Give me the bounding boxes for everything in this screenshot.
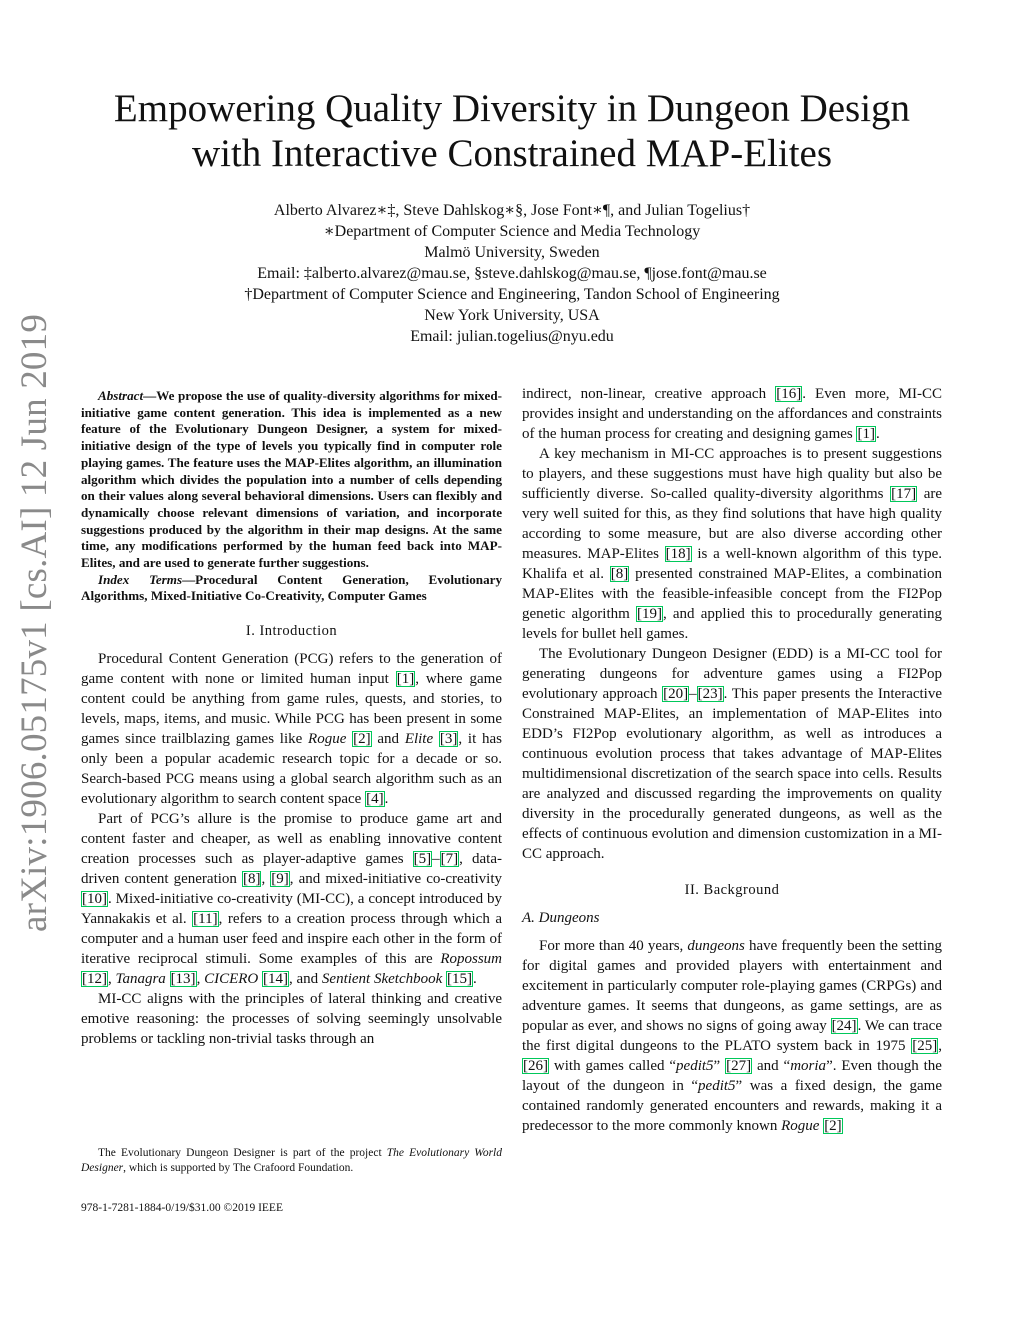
author-names: Alberto Alvarez∗‡, Steve Dahlskog∗§, Jose Font∗¶, and Julian Togelius†	[273, 202, 751, 219]
intro-paragraph-4: A key mechanism in MI-CC approaches is to present suggestions to players, and these suggestions must have high quality but also be sufficiently diverse. So-called quality-diversity algorithms [17] are very well suited for this, as they find solutions that have high quality according to some measure, but are also diverse according other measures. MAP-Elites [18] is a well-known algorithm of this type. Khalifa et al. [8] presented constrained MAP-Elites, a combination MAP-Elites with the feasible-infeasible concept from the FI2Pop genetic algorithm [19], and applied this to procedurally generating levels for bullet hell games.	[522, 446, 943, 642]
title-line-1: Empowering Quality Diversity in Dungeon Design	[113, 87, 911, 130]
citation-link[interactable]: [27]	[726, 1058, 752, 1074]
citation-link[interactable]: [25]	[912, 1038, 938, 1054]
affiliation-2: †Department of Computer Science and Engineering, Tandon School of Engineering	[244, 286, 780, 303]
citation-link[interactable]: [8]	[242, 871, 261, 888]
arxiv-identifier: arXiv:1906.05175v1 [cs.AI] 12 Jun 2019	[14, 313, 55, 932]
abstract	[81, 388, 502, 572]
index-terms-label: Index Terms	[98, 571, 183, 587]
citation-link[interactable]: [20]	[663, 686, 689, 702]
left-column	[81, 388, 502, 1049]
copyright-notice: 978-1-7281-1884-0/19/$31.00 ©2019 IEEE	[81, 1202, 283, 1214]
citation-link[interactable]: [5]	[413, 851, 432, 868]
index-terms	[81, 572, 502, 605]
affiliation-1: ∗Department of Computer Science and Media Technology	[323, 223, 701, 240]
citation-link[interactable]: [16]	[776, 386, 802, 402]
index-terms-text: —Procedural Content Generation, Evolutionary Algorithms, Mixed-Initiative Co-Creativity, Computer Games	[81, 571, 502, 604]
citation-link[interactable]: [13]	[170, 971, 196, 988]
citation-link[interactable]: [3]	[439, 731, 458, 748]
footnote: The Evolutionary Dungeon Designer is part of the project The Evolutionary World Designer, which is supported by The Crafoord Foundation.	[81, 1147, 502, 1174]
citation-link[interactable]: [17]	[891, 486, 917, 502]
citation-link[interactable]: [26]	[523, 1058, 548, 1074]
citation-link[interactable]: [14]	[262, 971, 288, 988]
citation-link[interactable]: [23]	[697, 686, 723, 702]
intro-paragraph-3-cont: indirect, non-linear, creative approach [16]. Even more, MI-CC provides insight and understanding on the affordances and constraints of the human process for creating and designing games [1].	[522, 386, 942, 442]
subsection-heading-dungeons: A. Dungeons	[522, 910, 600, 926]
section-heading-introduction: I. Introduction	[245, 623, 338, 640]
paper-title	[60, 86, 964, 176]
citation-link[interactable]: [7]	[440, 851, 459, 868]
intro-paragraph-1: Procedural Content Generation (PCG) refers to the generation of game content with none or limited human input [1], where game content could be anything from game rules, quests, and stories, to levels, maps, items, and music. While PCG has been present in some games since trailblazing games like Rogue [2] and Elite [3], it has only been a popular academic research topic for a decade or so. Search-based PCG means using a global search algorithm such as an evolutionary algorithm to search content space [4].	[81, 651, 502, 808]
citation-link[interactable]: [9]	[271, 871, 289, 888]
background-paragraph-1: For more than 40 years, dungeons have frequently been the setting for digital games and provided players with entertainment and excitement in particularly computer role-playing games (CRPGs) and adventure games. It seems that dungeons, as game settings, are as popular as ever, and shows no signs of going away [24]. We can trace the first digital dungeons to the PLATO system back in 1975 [25], [26] with games called “pedit5” [27] and “moria”. Even though the layout of the dungeon in “pedit5” was a fixed design, the game contained randomly generated encounters and rewards, making it a predecessor to the more commonly known Rogue [2]	[522, 938, 942, 1134]
citation-link[interactable]: [8]	[610, 566, 629, 582]
intro-paragraph-3: MI-CC aligns with the principles of lateral thinking and creative emotive reasoning: the processes of solving seemingly unsolvable problems or tackling non-trivial tasks through an	[81, 991, 502, 1048]
intro-paragraph-5: The Evolutionary Dungeon Designer (EDD) is a MI-CC tool for generating dungeons for adventure games using a FI2Pop evolutionary approach [20]–[23]. This paper presents the Interactive Constrained MAP-Elites, an implementation of MAP-Elites into EDD’s FI2Pop evolutionary algorithm, as well as introduces a continuous evolution process that takes advantage of MAP-Elites multidimensional discretization of the search space into cells. Results are analyzed and discussed regarding the improvements on quality diversity in the procedurally generated dungeons, as well as the effects of continuous evolution and dimension customization in a MI-CC approach.	[522, 646, 943, 862]
affiliation-1-email: Email: ‡alberto.alvarez@mau.se, §steve.dahlskog@mau.se, ¶jose.font@mau.se	[257, 265, 767, 282]
citation-link[interactable]: [1]	[857, 426, 875, 442]
citation-link[interactable]: [4]	[366, 791, 384, 808]
citation-link[interactable]: [2]	[824, 1118, 842, 1134]
intro-paragraph-2: Part of PCG’s allure is the promise to produce game art and content faster and cheaper, as well as enabling innovative content creation processes such as player-adaptive games [5]–[7], data-driven content generation [8], [9], and mixed-initiative co-creativity [10]. Mixed-initiative co-creativity (MI-CC), a concept introduced by Yannakakis et al. [11], refers to a creation process through which a computer and a human user feed and inspire each other in the form of iterative reciprocal stimuli. Some examples of this are Ropossum [12], Tanagra [13], CICERO [14], and Sentient Sketchbook [15].	[81, 811, 502, 988]
citation-link[interactable]: [11]	[193, 911, 218, 928]
right-column	[522, 384, 942, 1136]
citation-link[interactable]: [19]	[636, 606, 662, 622]
citation-link[interactable]: [18]	[665, 546, 691, 562]
citation-link[interactable]: [24]	[831, 1018, 857, 1034]
citation-link[interactable]: [10]	[82, 891, 107, 908]
affiliation-2-email: Email: julian.togelius@nyu.edu	[410, 328, 614, 345]
citation-link[interactable]: [15]	[447, 971, 473, 988]
citation-link[interactable]: [2]	[353, 731, 371, 748]
affiliation-1-city: Malmö University, Sweden	[424, 244, 600, 261]
citation-link[interactable]: [1]	[396, 671, 415, 688]
title-line-2: with Interactive Constrained MAP-Elites	[191, 132, 833, 175]
affiliation-2-city: New York University, USA	[424, 307, 600, 324]
citation-link[interactable]: [12]	[82, 971, 107, 988]
abstract-text: —We propose the use of quality-diversity algorithms for mixed-initiative game content generation. This idea is implemented as a new feature of the Evolutionary Dungeon Designer, a system for mixed-initiative design of the type of levels you typically find in computer role playing games. The feature uses the MAP-Elites algorithm, an illumination algorithm which divides the population into a number of cells depending on their values along several behavioral dimensions. Users can flexibly and dynamically choose relevant dimensions of variation, and incorporate suggestions produced by the algorithm in their map designs. At the same time, any modifications performed by the human feed back into MAP-Elites, and are used to generate further suggestions.	[81, 388, 502, 571]
author-block	[150, 200, 874, 347]
abstract-label: Abstract	[98, 388, 144, 403]
section-heading-background: II. Background	[684, 882, 780, 898]
